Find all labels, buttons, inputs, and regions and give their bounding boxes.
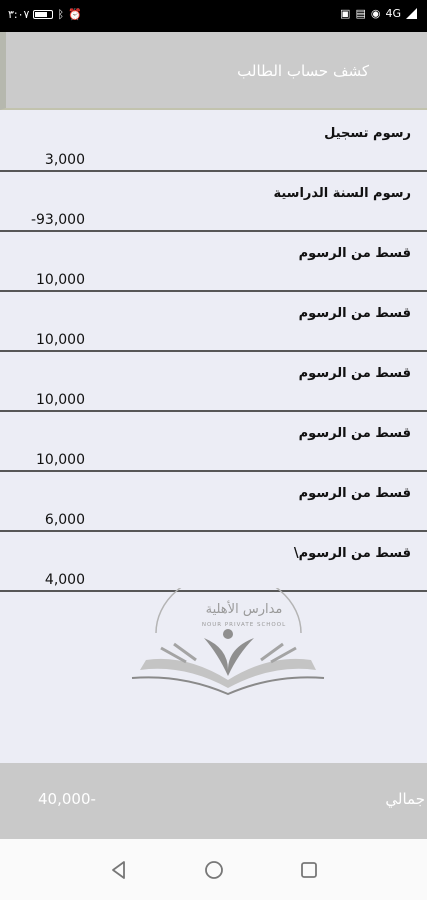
item-label: قسط من الرسوم (298, 246, 411, 261)
clock-time: ٣:٠٧ (8, 8, 30, 21)
gallery-icon: ▣ (340, 7, 351, 20)
total-label: جمالي (385, 790, 425, 808)
item-label: قسط من الرسوم (298, 486, 411, 501)
item-amount: 10,000 (36, 332, 85, 348)
battery-icon (33, 10, 53, 19)
status-right (340, 8, 417, 19)
list-item[interactable] (0, 112, 427, 172)
wifi-icon: ◉ (370, 7, 381, 20)
battery-fill (35, 12, 47, 17)
network-label: 4G (385, 7, 401, 20)
item-amount: 10,000 (36, 452, 85, 468)
page-title: كشف حساب الطالب (237, 62, 369, 80)
image-icon: ▤ (355, 7, 366, 20)
list-item[interactable] (0, 472, 427, 532)
total-footer (0, 763, 427, 839)
school-logo (126, 588, 331, 700)
item-amount: 3,000 (44, 152, 85, 168)
list-item[interactable] (0, 292, 427, 352)
app-header (0, 32, 427, 110)
item-amount: 4,000 (44, 572, 85, 588)
navigation-bar (0, 839, 427, 900)
recents-icon[interactable] (298, 859, 320, 881)
item-label: قسط من الرسوم (298, 366, 411, 381)
alarm-icon: ⏰ (68, 8, 82, 21)
logo-english-text: NOUR PRIVATE SCHOOL (201, 622, 287, 628)
back-icon[interactable] (108, 859, 130, 881)
status-left (8, 9, 82, 20)
item-label: قسط من الرسوم (298, 426, 411, 441)
logo-arabic-text: مدارس الأهلية (205, 602, 283, 617)
list-item[interactable] (0, 232, 427, 292)
item-amount: 10,000 (36, 392, 85, 408)
item-label: رسوم السنة الدراسية (273, 186, 411, 201)
item-amount: 10,000 (36, 272, 85, 288)
bluetooth-icon: ᛒ (57, 8, 65, 21)
total-value: 40,000- (38, 790, 96, 808)
item-label: قسط من الرسوم (298, 306, 411, 321)
item-amount: 6,000 (44, 512, 85, 528)
list-item[interactable] (0, 172, 427, 232)
status-bar (0, 0, 427, 32)
item-amount: -93,000 (30, 212, 85, 228)
item-label: قسط من الرسوم\ (293, 546, 411, 561)
statement-list (0, 112, 427, 592)
logo-head (223, 629, 233, 639)
list-item[interactable] (0, 412, 427, 472)
item-label: رسوم تسجيل (324, 126, 411, 141)
logo-pages (161, 644, 296, 662)
signal-icon (406, 8, 417, 19)
list-item[interactable] (0, 352, 427, 412)
list-item[interactable] (0, 532, 427, 592)
home-icon[interactable] (203, 859, 225, 881)
